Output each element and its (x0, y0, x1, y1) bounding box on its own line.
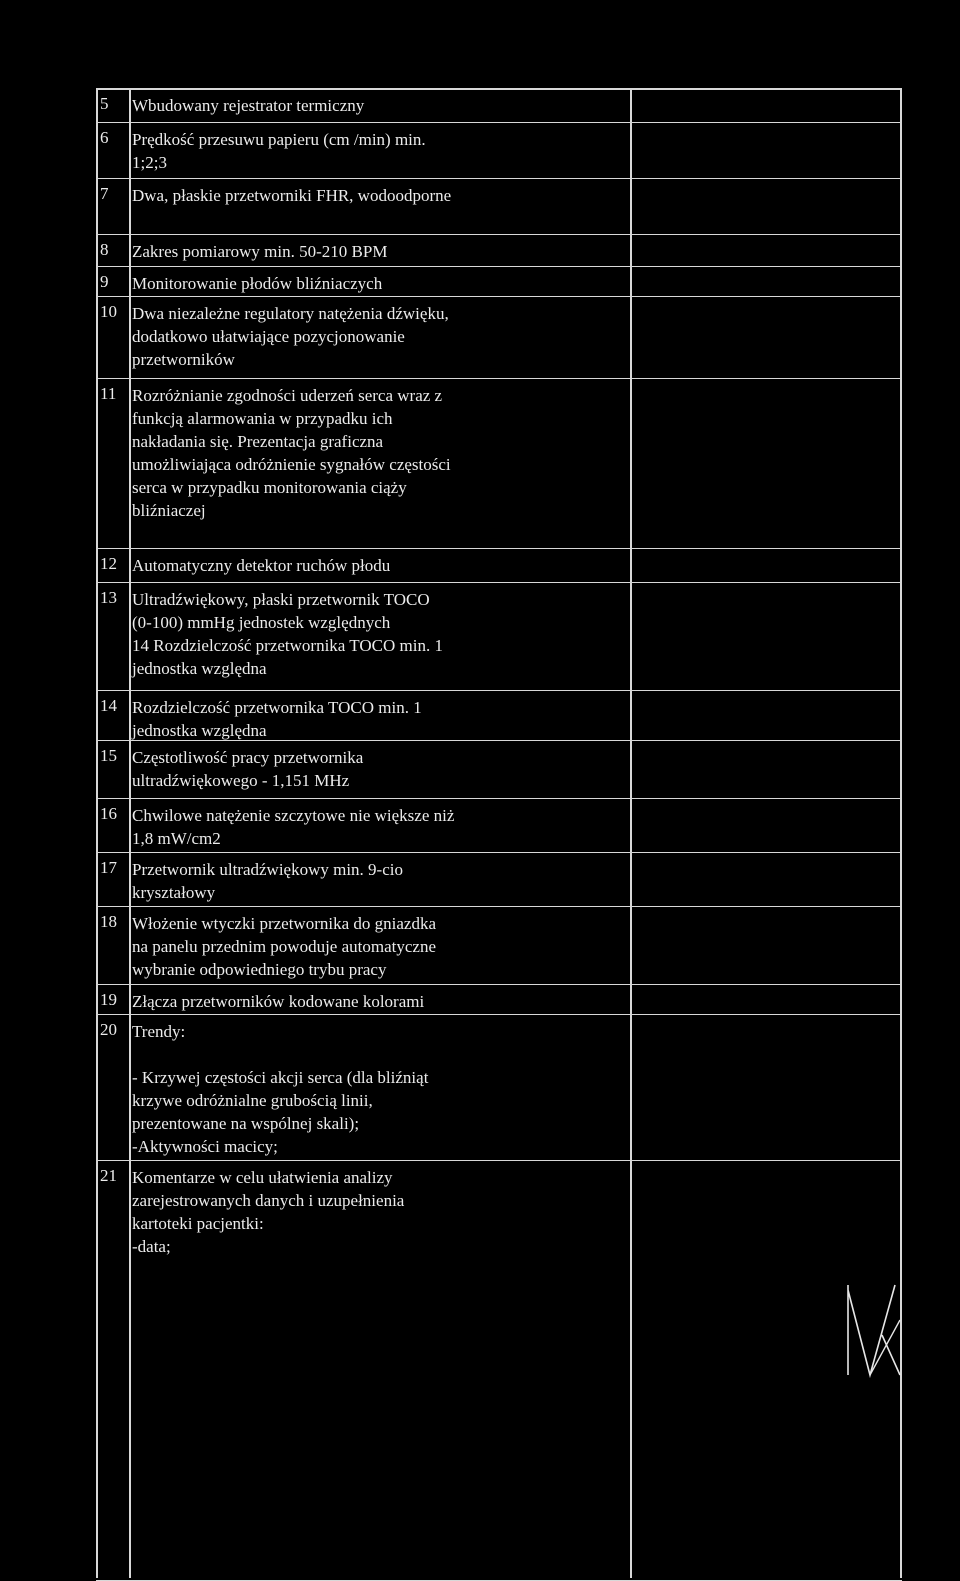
row-number: 11 (100, 384, 117, 403)
row-number: 14 (100, 696, 117, 715)
table-column-border (96, 88, 98, 1578)
row-number: 7 (100, 184, 109, 203)
row-description: Dwa niezależne regulatory natężenia dźwięku, dodatkowo ułatwiające pozycjonowanie przetworników (132, 304, 449, 369)
row-description: Monitorowanie płodów bliźniaczych (132, 274, 383, 293)
table-row (96, 1014, 902, 1161)
table-row (96, 690, 902, 741)
row-number: 12 (100, 554, 117, 573)
row-description: Ultradźwiękowy, płaski przetwornik TOCO (0-100) mmHg jednostek względnych 14 Rozdzielczość przetwornika TOCO min. 1 jednostka względna (132, 590, 443, 678)
handwritten-signature (840, 1280, 910, 1380)
row-number: 19 (100, 990, 117, 1009)
table-column-border (129, 88, 131, 1578)
row-number: 13 (100, 588, 117, 607)
row-description: Rozróżnianie zgodności uderzeń serca wraz z funkcją alarmowania w przypadku ich nakładania się. Prezentacja graficzna umożliwiająca odróżnienie sygnałów częstości serca w przypadku monitorowania ciąży bliźniaczej (132, 386, 451, 520)
row-number: 16 (100, 804, 117, 823)
table-row (96, 122, 902, 179)
row-description: Komentarze w celu ułatwienia analizy zarejestrowanych danych i uzupełnienia kartoteki pacjentki: -data; (132, 1168, 405, 1256)
row-description: Automatyczny detektor ruchów płodu (132, 556, 391, 575)
row-description: Złącza przetworników kodowane kolorami (132, 992, 425, 1011)
row-description: Trendy: - Krzywej częstości akcji serca (dla bliźniąt krzywe odróżnialne grubością linii, prezentowane na wspólnej skali); -Aktywności macicy; (132, 1022, 429, 1156)
row-description: Rozdzielczość przetwornika TOCO min. 1 jednostka względna (132, 698, 422, 740)
row-number: 18 (100, 912, 117, 931)
table-row (96, 906, 902, 985)
table-row (96, 266, 902, 297)
row-number: 8 (100, 240, 109, 259)
row-description: Włożenie wtyczki przetwornika do gniazdka na panelu przednim powoduje automatyczne wybranie odpowiedniego trybu pracy (132, 914, 436, 979)
row-description: Prędkość przesuwu papieru (cm /min) min. 1;2;3 (132, 130, 426, 172)
table-row (96, 234, 902, 267)
row-description: Dwa, płaskie przetworniki FHR, wodoodporne (132, 186, 452, 205)
table-top-border (96, 88, 902, 90)
row-number: 5 (100, 94, 109, 113)
row-number: 20 (100, 1020, 117, 1039)
row-number: 10 (100, 302, 117, 321)
row-description: Chwilowe natężenie szczytowe nie większe niż 1,8 mW/cm2 (132, 806, 455, 848)
row-description: Wbudowany rejestrator termiczny (132, 96, 365, 115)
table-row (96, 852, 902, 907)
table-row (96, 296, 902, 379)
table-row (96, 798, 902, 853)
table-row (96, 88, 902, 123)
row-number: 21 (100, 1166, 117, 1185)
table-row (96, 1160, 902, 1581)
table-row (96, 582, 902, 691)
row-description: Częstotliwość pracy przetwornika ultradźwiękowego - 1,151 MHz (132, 748, 364, 790)
row-description: Zakres pomiarowy min. 50-210 BPM (132, 242, 388, 261)
table-column-border (630, 88, 632, 1578)
row-number: 6 (100, 128, 109, 147)
table-row (96, 740, 902, 799)
row-description: Przetwornik ultradźwiękowy min. 9-cio kryształowy (132, 860, 403, 902)
table-row (96, 984, 902, 1015)
row-number: 9 (100, 272, 109, 291)
table-row (96, 548, 902, 583)
row-number: 15 (100, 746, 117, 765)
table-row (96, 378, 902, 549)
row-number: 17 (100, 858, 117, 877)
table-row (96, 178, 902, 235)
